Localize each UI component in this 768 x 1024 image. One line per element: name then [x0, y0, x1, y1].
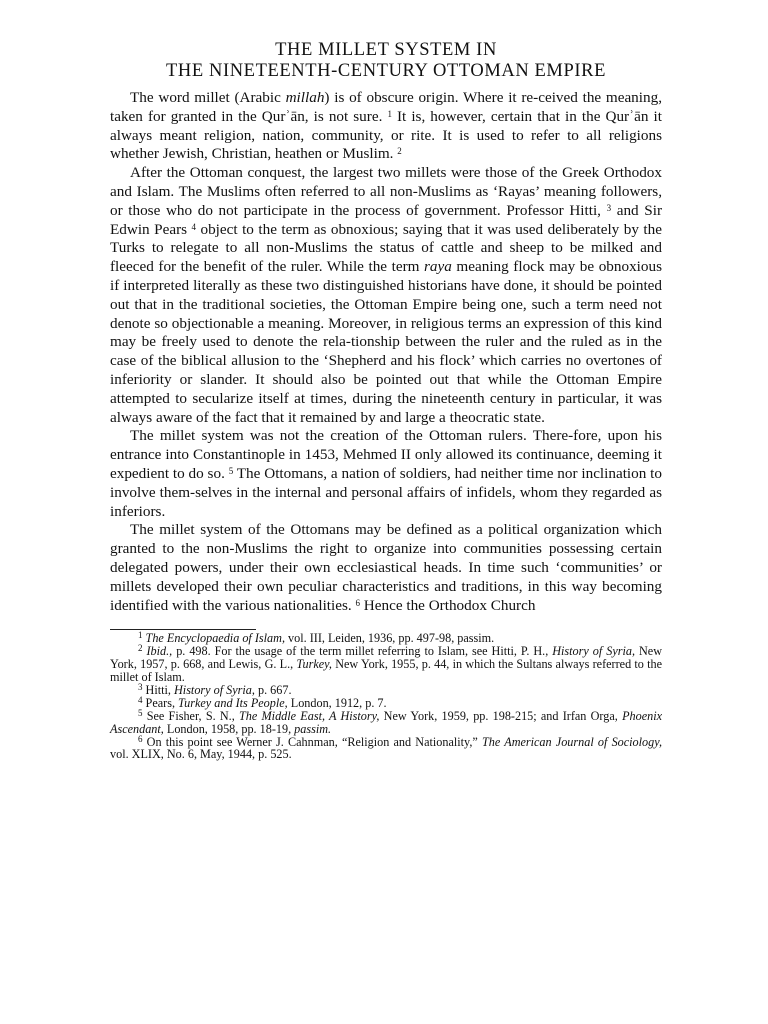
footnote	[110, 733, 662, 762]
footnote-ref: 2	[397, 146, 402, 157]
text-run: vol. XLIX, No. 6, May, 1944, p. 525.	[110, 747, 292, 762]
text-run: p. 667.	[254, 682, 292, 697]
footnote-ref: 1	[387, 108, 392, 119]
italic-text: History of Syria,	[552, 644, 636, 659]
title-line-2: THE NINETEENTH-CENTURY OTTOMAN EMPIRE	[166, 61, 606, 81]
italic-text: The Middle East, A History,	[239, 708, 380, 723]
italic-text: The Encyclopaedia of Islam,	[145, 631, 285, 646]
footnote-ref: 6	[355, 597, 360, 608]
footnote-ref: 1	[138, 630, 143, 641]
text-run: object to the term as obnoxious; saying that it was used deliberately by the Turks to relegate to all non-Muslims the status of cattle and sheep to be milked and fleeced for the benefit of the ruler. While the term	[110, 220, 662, 276]
text-run: meaning flock may be obnoxious if interpreted literally as these two distinguished historians have done, it should be pointed out that in the traditional societies, the Ottoman Empire being one, such a term need not denote so objectionable a meaning. Moreover, in religious terms an expression of this kind may be freely used to denote the rela-tionship between the ruler and the ruled as in the case of the biblical allusion to the ‘Shepherd and his flock’ which carries no overtones of inferiority or slander. It should also be pointed out that while the Ottoman Empire attempted to secularize itself at times, during the nineteenth century in particular, it was always aware of the fact that it remained by and large a theocratic state.	[110, 258, 662, 426]
paragraph	[110, 164, 662, 427]
text-run: Hence the Orthodox Church	[359, 596, 536, 614]
text-run: ) is of obscure origin. Where it re-ceived the meaning, taken for granted in the Qurʾān, is not sure.	[110, 89, 662, 125]
italic-text: Turkey,	[296, 657, 332, 672]
body-text	[110, 89, 662, 615]
article-page	[110, 40, 662, 761]
italic-text: raya	[424, 258, 452, 276]
text-run: The millet system of the Ottomans may be defined as a political organization which granted to the non-Muslims the right to organize into communities possessing certain delegated powers, under their own ecclesiastical heads. In time such ‘communities’ or millets developed their own peculiar characteristics and traditions, in this way becoming identified with the various nationalities.	[110, 521, 662, 614]
text-run: New York, 1955, p. 44, in which the Sultans always referred to the millet of Islam.	[110, 657, 662, 685]
footnote-ref: 5	[138, 707, 143, 718]
footnote-ref: 2	[138, 643, 143, 654]
paragraph	[110, 89, 662, 164]
text-run: London, 1958, pp. 18-19,	[163, 721, 295, 736]
italic-text: The American Journal of Sociology,	[482, 734, 662, 749]
italic-text: millah	[285, 89, 325, 106]
text-run: New York, 1959, pp. 198-215; and Irfan Orga,	[379, 708, 623, 723]
text-run: After the Ottoman conquest, the largest two millets were those of the Greek Orthodox and Islam. The Muslims often referred to all non-Muslims as ‘Rayas’ meaning followers, or those who do not participate in the process of government. Professor Hitti,	[110, 164, 662, 219]
italic-text: Ibid.,	[146, 644, 173, 659]
text-run: New York, 1957, p. 668, and Lewis, G. L.,	[110, 644, 663, 672]
text-run: Pears,	[142, 695, 179, 710]
text-run: London, 1912, p. 7.	[287, 695, 387, 710]
text-run: On this point see Werner J. Cahnman, “Religion and Nationality,”	[142, 734, 482, 749]
article-title	[110, 40, 662, 82]
footnote-ref: 5	[228, 465, 234, 476]
text-run: Hitti,	[142, 682, 174, 697]
text-run: The word millet (Arabic	[130, 89, 286, 106]
footnotes	[110, 632, 662, 761]
text-run: vol. III, Leiden, 1936, pp. 497-98, passim.	[285, 631, 495, 646]
text-run: p. 498. For the usage of the term millet referring to Islam, see Hitti, P. H.,	[172, 644, 553, 659]
paragraph	[110, 521, 662, 615]
text-run: and Sir Edwin Pears	[110, 201, 662, 238]
italic-text: passim.	[294, 721, 332, 736]
italic-text: Turkey and Its People,	[178, 695, 288, 710]
footnote-ref: 6	[138, 733, 143, 744]
italic-text: History of Syria,	[174, 682, 255, 697]
text-run: The millet system was not the creation of the Ottoman rulers. There-fore, upon his entrance into Constantinople in 1453, Mehmed II only allowed its continuance, deeming it expedient to do so.	[110, 427, 662, 482]
footnote-ref: 3	[138, 681, 143, 692]
text-run: The Ottomans, a nation of soldiers, had neither time nor inclination to involve them-selves in the internal and personal affairs of infidels, whom they regarded as inferiors.	[110, 464, 662, 520]
text-run: See Fisher, S. N.,	[142, 708, 240, 723]
title-line-1: THE MILLET SYSTEM IN	[275, 40, 497, 60]
footnote	[110, 645, 662, 684]
text-run: It is, however, certain that in the Qurʾān it always meant religion, nation, community, or rite. It is used to refer to all religions whether Jewish, Christian, heathen or Muslim.	[110, 107, 663, 163]
paragraph	[110, 427, 662, 521]
italic-text: Phoenix Ascendant,	[110, 708, 662, 736]
footnote-ref: 4	[191, 221, 197, 232]
footnote	[110, 707, 662, 736]
footnote-ref: 3	[606, 202, 612, 213]
footnote-ref: 4	[138, 694, 143, 705]
